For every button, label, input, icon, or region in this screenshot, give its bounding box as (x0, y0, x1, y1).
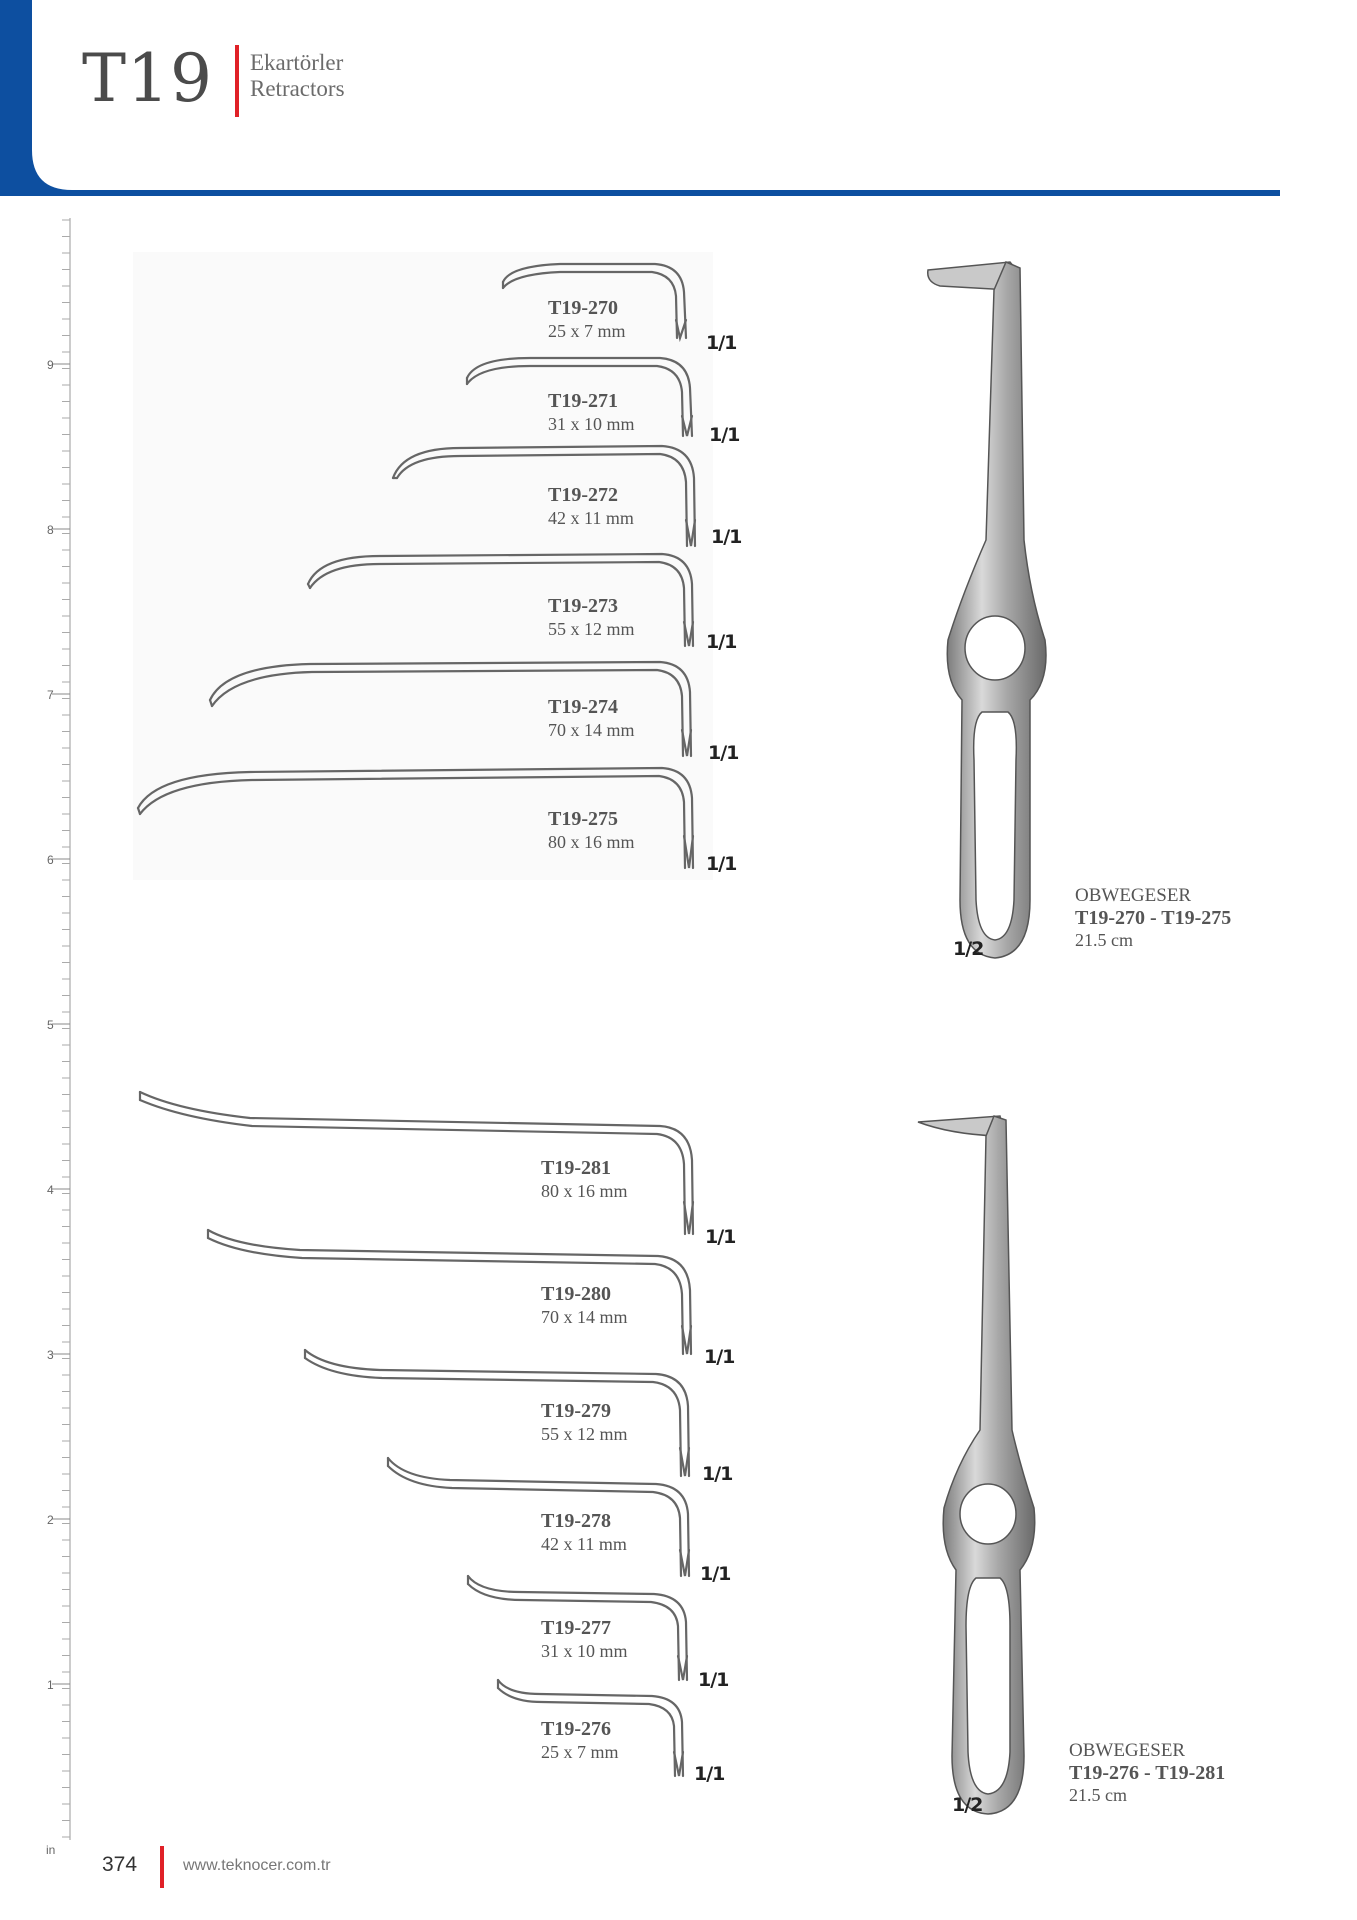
product-t19-270 (548, 297, 626, 342)
subtitle-turkish: Ekartörler (250, 50, 344, 75)
caption-length: 21.5 cm (1075, 930, 1133, 950)
caption-codes: T19-276 - T19-281 (1069, 1762, 1226, 1784)
scale-label: 1/1 (706, 853, 737, 875)
product-t19-271 (548, 390, 635, 435)
product-size: 31 x 10 mm (548, 414, 635, 434)
product-code: T19-275 (548, 808, 618, 830)
scale-label: 1/1 (711, 526, 742, 548)
ruler-mark-label: 4 (47, 1183, 54, 1197)
product-size: 80 x 16 mm (541, 1181, 628, 1201)
product-size: 55 x 12 mm (541, 1424, 628, 1444)
footer-divider (160, 1846, 164, 1888)
ruler-mark-label: 3 (47, 1348, 54, 1362)
scale-label: 1/1 (706, 332, 737, 354)
scale-label: 1/1 (694, 1763, 725, 1785)
product-t19-281 (541, 1157, 628, 1202)
product-size: 42 x 11 mm (548, 508, 634, 528)
handle-scale-label: 1/2 (953, 938, 984, 960)
product-size: 55 x 12 mm (548, 619, 635, 639)
section-code: T19 (82, 40, 214, 117)
product-code: T19-279 (541, 1400, 611, 1422)
ruler-mark-label: 7 (47, 688, 54, 702)
ruler-mark-label: 5 (47, 1018, 54, 1032)
group2-caption (1069, 1740, 1225, 1806)
product-code: T19-271 (548, 390, 618, 412)
product-size: 31 x 10 mm (541, 1641, 628, 1661)
product-code: T19-272 (548, 484, 618, 506)
blade-t19-272 (393, 446, 695, 546)
scale-label: 1/1 (708, 742, 739, 764)
website-link[interactable]: www.teknocer.com.tr (183, 1857, 331, 1874)
product-code: T19-278 (541, 1510, 611, 1532)
product-code: T19-270 (548, 297, 618, 319)
scale-label: 1/1 (698, 1669, 729, 1691)
product-t19-273 (548, 595, 635, 640)
product-code: T19-276 (541, 1718, 611, 1740)
ruler-mark-label: 9 (47, 358, 54, 372)
page-number: 374 (102, 1853, 138, 1876)
scale-label: 1/1 (709, 424, 740, 446)
product-size: 80 x 16 mm (548, 832, 635, 852)
product-t19-278 (541, 1510, 627, 1555)
subtitle-english: Retractors (250, 76, 345, 101)
product-t19-275 (548, 808, 635, 853)
scale-label: 1/1 (706, 631, 737, 653)
product-code: T19-281 (541, 1157, 611, 1179)
product-code: T19-274 (548, 696, 618, 718)
product-size: 70 x 14 mm (541, 1307, 628, 1327)
blade-t19-279 (305, 1350, 689, 1476)
product-t19-280 (541, 1283, 628, 1328)
product-t19-279 (541, 1400, 628, 1445)
product-t19-272 (548, 484, 634, 529)
product-size: 42 x 11 mm (541, 1534, 627, 1554)
scale-label: 1/1 (705, 1226, 736, 1248)
scale-label: 1/1 (702, 1463, 733, 1485)
handle-scale-label: 1/2 (952, 1794, 983, 1816)
scale-label: 1/1 (704, 1346, 735, 1368)
scale-label: 1/1 (700, 1563, 731, 1585)
ruler-mark-label: 1 (47, 1678, 54, 1692)
product-size: 25 x 7 mm (541, 1742, 619, 1762)
ruler-mark-label: 8 (47, 523, 54, 537)
product-t19-276 (541, 1718, 619, 1763)
product-t19-277 (541, 1617, 628, 1662)
caption-length: 21.5 cm (1069, 1785, 1127, 1805)
handle-group2 (918, 1116, 1035, 1814)
ruler-mark-label: 6 (47, 853, 54, 867)
caption-codes: T19-270 - T19-275 (1075, 907, 1232, 929)
product-size: 70 x 14 mm (548, 720, 635, 740)
caption-name: OBWEGESER (1075, 885, 1192, 906)
ruler-unit: in (46, 1843, 56, 1857)
product-code: T19-277 (541, 1617, 611, 1639)
blade-t19-273 (308, 554, 693, 646)
caption-name: OBWEGESER (1069, 1740, 1186, 1761)
product-t19-274 (548, 696, 635, 741)
ruler-mark-label: 2 (47, 1513, 54, 1527)
group1-caption (1075, 885, 1231, 951)
handle-group1 (928, 262, 1046, 958)
blade-t19-278 (388, 1458, 689, 1576)
product-code: T19-273 (548, 595, 618, 617)
product-size: 25 x 7 mm (548, 321, 626, 341)
product-code: T19-280 (541, 1283, 611, 1305)
